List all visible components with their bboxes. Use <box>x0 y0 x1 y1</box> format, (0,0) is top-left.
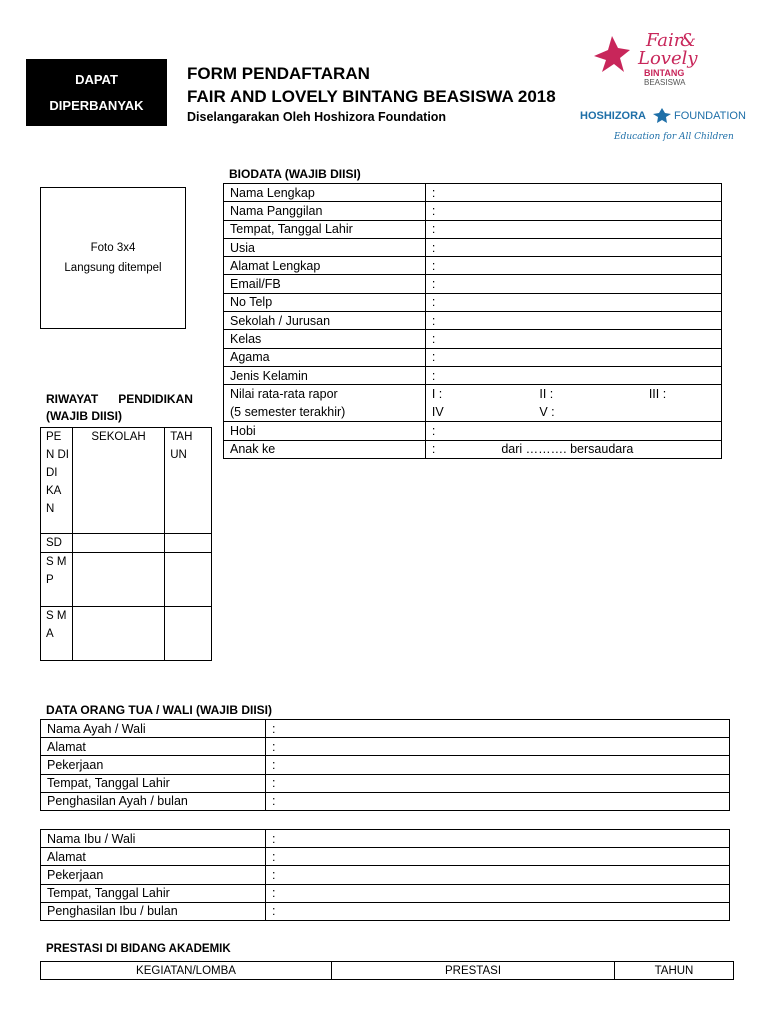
table-row <box>41 830 730 848</box>
semester-3-label: III : <box>648 387 667 402</box>
field-label: Pekerjaan <box>41 866 266 884</box>
logo-bintang-text: BINTANG <box>644 68 685 78</box>
field-input[interactable]: : <box>266 738 730 756</box>
field-input[interactable]: : <box>425 202 721 220</box>
field-label: Penghasilan Ibu / bulan <box>41 902 266 920</box>
achievement-table <box>40 961 734 980</box>
field-label: Hobi <box>224 422 426 440</box>
field-input[interactable]: : <box>425 348 721 366</box>
nilai-input[interactable] <box>425 385 721 422</box>
field-input[interactable]: : <box>425 330 721 348</box>
semester-1-label: I : <box>431 387 443 402</box>
field-input[interactable]: : <box>266 792 730 810</box>
field-label: Nama Lengkap <box>224 184 426 202</box>
field-label: Tempat, Tanggal Lahir <box>224 220 426 238</box>
header-tahun: TAHUN <box>615 962 734 980</box>
riwayat-title-line-2: (WAJIB DIISI) <box>46 409 123 423</box>
field-label: Kelas <box>224 330 426 348</box>
table-row <box>224 330 722 348</box>
field-input[interactable]: : <box>425 220 721 238</box>
fair-lovely-logo <box>588 26 708 88</box>
field-input[interactable]: : <box>425 238 721 256</box>
mother-table <box>40 829 730 921</box>
table-row <box>41 774 730 792</box>
table-row <box>224 312 722 330</box>
field-input[interactable]: : <box>266 848 730 866</box>
field-input[interactable]: : <box>425 366 721 384</box>
table-row <box>41 884 730 902</box>
photo-placeholder[interactable] <box>40 187 186 329</box>
field-label: Nama Ayah / Wali <box>41 720 266 738</box>
photo-size-text: Foto 3x4 <box>90 242 136 254</box>
table-row <box>41 738 730 756</box>
table-row <box>41 866 730 884</box>
hoshizora-logo <box>580 106 750 146</box>
field-label: Tempat, Tanggal Lahir <box>41 774 266 792</box>
field-label: Alamat <box>41 848 266 866</box>
achievement-section-title: PRESTASI DI BIDANG AKADEMIK <box>46 943 231 955</box>
anak-ke-input[interactable] <box>425 440 721 458</box>
logo-lovely-text: Lovely <box>638 48 698 69</box>
biodata-table <box>223 183 722 459</box>
star-person-icon <box>653 108 671 123</box>
colon: : <box>431 442 436 457</box>
school-input[interactable] <box>72 553 164 607</box>
table-row <box>224 184 722 202</box>
year-input[interactable] <box>165 553 212 607</box>
header-jenjang: PE N DI DI KA N <box>41 428 73 534</box>
star-figure-icon <box>594 36 630 72</box>
photo-instruction-text: Langsung ditempel <box>64 262 162 274</box>
field-input[interactable]: : <box>425 312 721 330</box>
field-input[interactable]: : <box>266 774 730 792</box>
semester-5-label: V : <box>539 405 555 420</box>
year-input[interactable] <box>165 534 212 553</box>
field-label <box>224 385 426 422</box>
logo-tagline-text: Education for All Children <box>614 132 734 142</box>
school-input[interactable] <box>72 607 164 661</box>
table-row <box>41 720 730 738</box>
organizer-subtitle: Diselangarakan Oleh Hoshizora Foundation <box>187 110 447 124</box>
program-title: FAIR AND LOVELY BINTANG BEASISWA 2018 <box>187 87 556 106</box>
header-kegiatan: KEGIATAN/LOMBA <box>41 962 332 980</box>
father-table <box>40 719 730 811</box>
anak-ke-suffix: dari ………. bersaudara <box>501 442 634 457</box>
table-row <box>41 607 212 661</box>
field-input[interactable]: : <box>425 422 721 440</box>
table-row <box>41 962 734 980</box>
table-row <box>224 440 722 458</box>
parent-section-title: DATA ORANG TUA / WALI (WAJIB DIISI) <box>46 703 272 717</box>
table-row <box>41 534 212 553</box>
table-row <box>41 428 212 534</box>
field-input[interactable]: : <box>425 275 721 293</box>
table-row <box>224 220 722 238</box>
level-smp: S M P <box>41 553 73 607</box>
table-row <box>41 848 730 866</box>
field-label: Anak ke <box>224 440 426 458</box>
field-label: Alamat Lengkap <box>224 257 426 275</box>
table-row <box>224 293 722 311</box>
field-label: Agama <box>224 348 426 366</box>
table-row <box>41 902 730 920</box>
reproducible-badge <box>26 59 167 126</box>
field-input[interactable]: : <box>266 756 730 774</box>
nilai-label-line-2: (5 semester terakhir) <box>230 405 346 420</box>
field-input[interactable]: : <box>266 866 730 884</box>
field-label: Pekerjaan <box>41 756 266 774</box>
logo-amp-text: & <box>680 30 697 51</box>
table-row <box>41 792 730 810</box>
table-row <box>224 238 722 256</box>
table-row <box>224 385 722 422</box>
field-input[interactable]: : <box>425 293 721 311</box>
header-tahun: TAH UN <box>165 428 212 534</box>
field-label: Jenis Kelamin <box>224 366 426 384</box>
field-input[interactable]: : <box>266 830 730 848</box>
logo-beasiswa-text: BEASISWA <box>644 78 686 87</box>
level-sd: SD <box>41 534 73 553</box>
field-input[interactable]: : <box>425 184 721 202</box>
field-label: Usia <box>224 238 426 256</box>
field-input[interactable]: : <box>425 257 721 275</box>
school-input[interactable] <box>72 534 164 553</box>
field-input[interactable]: : <box>266 884 730 902</box>
table-row <box>41 553 212 607</box>
biodata-section-title: BIODATA (WAJIB DIISI) <box>229 167 361 181</box>
field-label: Nama Ibu / Wali <box>41 830 266 848</box>
field-label: No Telp <box>224 293 426 311</box>
field-input[interactable]: : <box>266 902 730 920</box>
education-table <box>40 427 212 661</box>
nilai-label-line-1: Nilai rata-rata rapor <box>230 387 338 402</box>
table-row <box>224 275 722 293</box>
semester-2-label: II : <box>539 387 554 402</box>
field-label: Penghasilan Ayah / bulan <box>41 792 266 810</box>
table-row <box>224 348 722 366</box>
level-sma: S M A <box>41 607 73 661</box>
field-label: Alamat <box>41 738 266 756</box>
form-title: FORM PENDAFTARAN <box>187 64 370 83</box>
field-label: Sekolah / Jurusan <box>224 312 426 330</box>
header-sekolah: SEKOLAH <box>72 428 164 534</box>
header-prestasi: PRESTASI <box>332 962 615 980</box>
logo-hoshizora-text: HOSHIZORA <box>580 110 646 122</box>
field-input[interactable]: : <box>266 720 730 738</box>
field-label: Nama Panggilan <box>224 202 426 220</box>
year-input[interactable] <box>165 607 212 661</box>
badge-line-2: DIPERBANYAK <box>49 97 144 113</box>
table-row <box>224 366 722 384</box>
table-row <box>224 257 722 275</box>
table-row <box>41 756 730 774</box>
field-label: Email/FB <box>224 275 426 293</box>
semester-4-label: IV <box>431 405 444 420</box>
field-label: Tempat, Tanggal Lahir <box>41 884 266 902</box>
table-row <box>224 202 722 220</box>
riwayat-title-line-1: RIWAYAT PENDIDIKAN <box>46 392 193 406</box>
logo-foundation-text: FOUNDATION <box>674 110 746 122</box>
badge-line-1: DAPAT <box>75 71 118 87</box>
logo-fair-text: Fair <box>646 30 683 51</box>
table-row <box>224 422 722 440</box>
